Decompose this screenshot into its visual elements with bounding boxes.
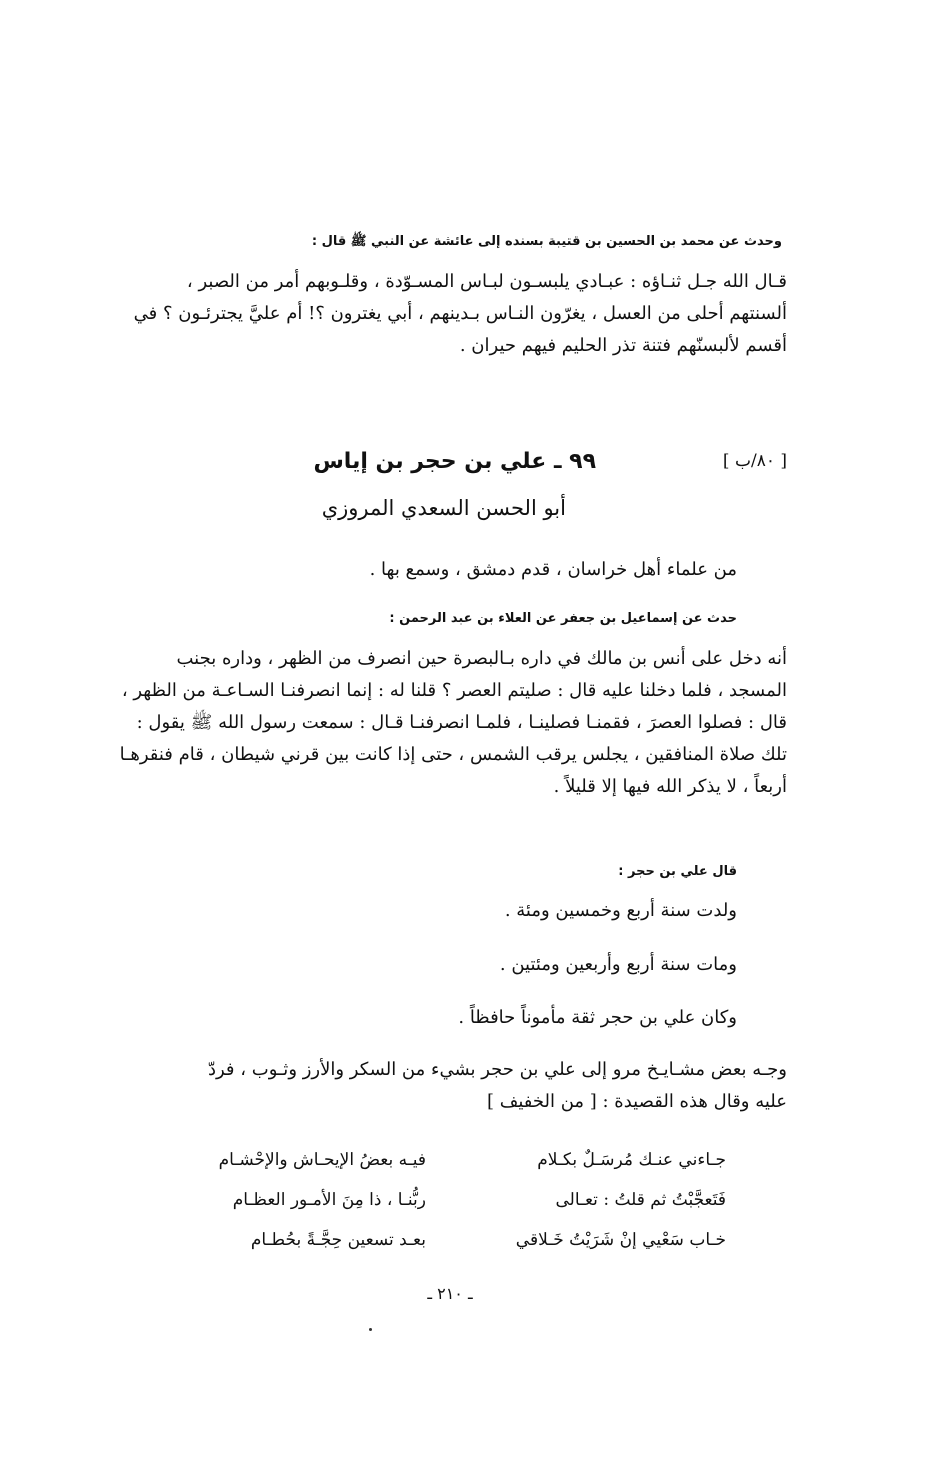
verse-second-hemistich: فيـه بعضُ الإيحـاش والإحْشـام: [218, 1150, 426, 1170]
page-number: ـ ٢١٠ ـ: [427, 1284, 473, 1303]
manuscript-folio-reference: [ ٨٠/ب ]: [722, 451, 787, 471]
poem-verse: [166, 1140, 726, 1180]
trust-line: وكان علي بن حجر ثقة مأموناً حافظاً .: [458, 1007, 737, 1028]
poem: [166, 1140, 726, 1260]
text-line: قـال الله جـل ثنـاؤه : عبـادي يلبسـون لبـاس المسـوّدة ، وقلـوبهم أمر من الصبر ،: [186, 271, 787, 292]
birth-line: ولدت سنة أربع وخمسين ومئة .: [504, 900, 737, 921]
death-line: ومات سنة أربع وأربعين ومئتين .: [499, 954, 737, 975]
text-line: وجـه بعض مشـايـخ مرو إلى علي بن حجر بشيء من السكر والأرز وثـوب ، فردّ: [207, 1059, 787, 1080]
isnad-line-2: حدث عن إسماعيل بن جعفر عن العلاء بن عبد الرحمن :: [389, 611, 737, 626]
verse-second-hemistich: ربُّنـا ، ذا مِنَ الأمـور العظـام: [232, 1190, 426, 1210]
entry-intro: من علماء أهل خراسان ، قدم دمشق ، وسمع بها .: [369, 559, 737, 580]
text-line: عليه وقال هذه القصيدة : [ من الخفيف ]: [486, 1091, 787, 1112]
poem-verse: [166, 1220, 726, 1260]
qala-label: قال علي بن حجر :: [618, 864, 737, 879]
text-line: أنه دخل على أنس بن مالك في داره بـالبصرة حين انصرف من الظهر ، وداره بجنب: [176, 648, 787, 669]
text-line: تلك صلاة المنافقين ، يجلس يرقب الشمس ، حتى إذا كانت بين قرني شيطان ، قام فنقرهـا: [119, 744, 787, 765]
hadith-paragraph: [119, 643, 787, 803]
text-line: أربعاً ، لا يذكر الله فيها إلا قليلاً .: [553, 776, 787, 797]
poem-verse: [166, 1180, 726, 1220]
verse-first-hemistich: خـاب سَعْيي إنْ شَرَيْتُ خَـلاقي: [515, 1230, 726, 1250]
scan-speck: [369, 1328, 372, 1331]
verse-first-hemistich: فَتَعجَّبْتُ ثم قلتُ : تعـالى: [555, 1190, 726, 1210]
text-line: ألسنتهم أحلى من العسل ، يغرّون النـاس بـدينهم ، أبي يغترون ؟! أم عليَّ يجترئـون ؟ في: [133, 303, 787, 324]
entry-subtitle: أبو الحسن السعدي المروزي: [321, 496, 566, 520]
verse-second-hemistich: بعـد تسعين حِجَّـةً بحُطـام: [250, 1230, 426, 1250]
isnad-line: وحدث عن محمد بن الحسين بن قتيبة بسنده إلى عائشة عن النبي ﷺ قال :: [311, 234, 782, 249]
text-line: المسجد ، فلما دخلنا عليه قال : صليتم العصر ؟ قلنا له : إنما انصرفنـا السـاعـة من الظهر ،: [121, 680, 787, 701]
verse-first-hemistich: جـاءني عنـك مُرسَـلٌ بكـلام: [537, 1150, 726, 1170]
entry-title: ٩٩ ـ علي بن حجر بن إياس: [313, 449, 596, 474]
text-line: أقسم لألبسنّهم فتنة تذر الحليم فيهم حيران .: [459, 335, 787, 356]
text-line: قال : فصلوا العصرَ ، فقمنـا فصلينـا ، فلمـا انصرفنـا قـال : سمعت رسول الله ﷺ يقول :: [136, 712, 787, 733]
hadith-paragraph-top: [133, 266, 787, 362]
story-paragraph: [147, 1054, 787, 1118]
